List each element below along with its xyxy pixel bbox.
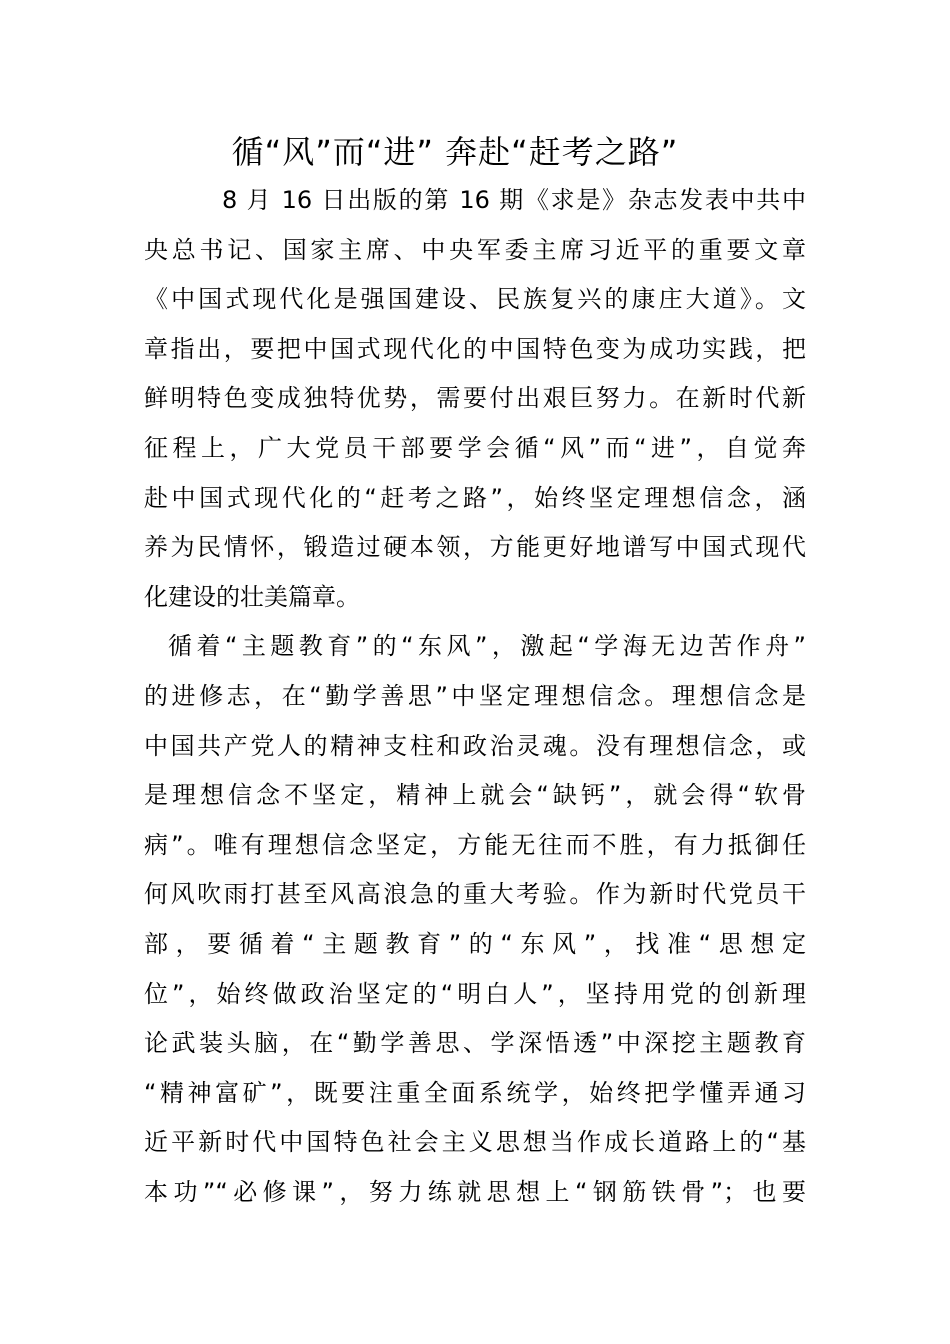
paragraph-1-line-7: 赴中国式现代化的“赶考之路”，始终坚定理想信念，涵 [144, 483, 806, 512]
paragraph-2-line-9: 论武装头脑，在“勤学善思、学深悟透”中深挖主题教育 [144, 1029, 806, 1058]
paragraph-2-line-1: 循着“主题教育”的“东风”，激起“学海无边苦作舟” [168, 632, 806, 661]
paragraph-1-line-6: 征程上，广大党员干部要学会循“风”而“进”，自觉奔 [144, 433, 806, 462]
paragraph-2-line-11: 近平新时代中国特色社会主义思想当作成长道路上的“基 [144, 1128, 806, 1157]
paragraph-2-line-12: 本功”“必修课”，努力练就思想上“钢筋铁骨”；也要 [144, 1177, 806, 1206]
document-title: 循“风”而“进” 奔赴“赶考之路” [231, 133, 679, 171]
paragraph-1-line-3: 《中国式现代化是强国建设、民族复兴的康庄大道》。文 [144, 285, 806, 314]
paragraph-1-line-4: 章指出，要把中国式现代化的中国特色变为成功实践，把 [144, 334, 806, 363]
paragraph-2-line-2: 的进修志，在“勤学善思”中坚定理想信念。理想信念是 [144, 681, 806, 710]
paragraph-2-line-6: 何风吹雨打甚至风高浪急的重大考验。作为新时代党员干 [144, 880, 806, 909]
paragraph-2-line-4: 是理想信念不坚定，精神上就会“缺钙”，就会得“软骨 [144, 781, 806, 810]
paragraph-1-line-2: 央总书记、国家主席、中央军委主席习近平的重要文章 [144, 235, 806, 264]
paragraph-2-line-10: “精神富矿”，既要注重全面系统学，始终把学懂弄通习 [144, 1078, 806, 1107]
paragraph-1-line-8: 养为民情怀，锻造过硬本领，方能更好地谱写中国式现代 [144, 533, 806, 562]
paragraph-1-line-5: 鲜明特色变成独特优势，需要付出艰巨努力。在新时代新 [144, 384, 806, 413]
paragraph-2-line-7: 部，要循着“主题教育”的“东风”，找准“思想定 [144, 929, 806, 958]
paragraph-2-line-8: 位”，始终做政治坚定的“明白人”，坚持用党的创新理 [144, 979, 806, 1008]
paragraph-2-line-3: 中国共产党人的精神支柱和政治灵魂。没有理想信念，或 [144, 731, 806, 760]
document-body [144, 176, 806, 1217]
paragraph-2-line-5: 病”。唯有理想信念坚定，方能无往而不胜，有力抵御任 [144, 830, 806, 859]
paragraph-1-line-1: 8 月 16 日出版的第 16 期《求是》杂志发表中共中 [222, 186, 806, 214]
paragraph-1-line-9: 化建设的壮美篇章。 [144, 582, 360, 611]
